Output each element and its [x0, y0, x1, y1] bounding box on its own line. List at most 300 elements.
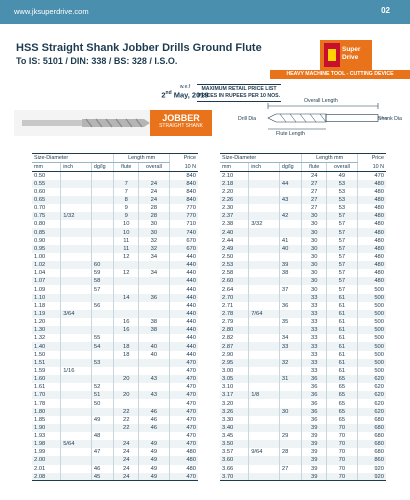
- flute-cell: 10: [114, 220, 139, 228]
- dg-cell: [91, 408, 114, 416]
- flute-cell: 24: [114, 440, 139, 448]
- overall-cell: 57: [327, 212, 358, 220]
- inch-header: inch: [249, 163, 280, 172]
- dg-cell: 41: [279, 237, 302, 245]
- dg-cell: 47: [91, 448, 114, 456]
- table-row: [32, 212, 198, 220]
- dg-cell: [91, 172, 114, 180]
- page-number: 02: [381, 6, 390, 15]
- overall-cell: 70: [327, 424, 358, 432]
- table-row: [220, 180, 386, 188]
- flute-cell: 24: [114, 448, 139, 456]
- overall-cell: 65: [327, 399, 358, 407]
- mm-cell: 2.37: [220, 212, 249, 220]
- table-row: [220, 326, 386, 334]
- overall-cell: [139, 277, 170, 285]
- price-cell: 670: [169, 245, 198, 253]
- flute-cell: 33: [302, 294, 327, 302]
- inch-cell: [61, 326, 92, 334]
- flute-cell: 9: [114, 212, 139, 220]
- table-row: [32, 351, 198, 359]
- flute-cell: [114, 261, 139, 269]
- mm-cell: 2.49: [220, 245, 249, 253]
- table-row: [32, 448, 198, 456]
- mm-cell: 2.90: [222, 351, 234, 358]
- overall-cell: 43: [139, 375, 170, 383]
- dg-cell: [279, 253, 302, 261]
- overall-cell: 57: [327, 228, 358, 236]
- dg-cell: 53: [91, 359, 114, 367]
- price-cell: 440: [169, 294, 198, 302]
- mm-cell: 2.79: [222, 319, 234, 326]
- table-row: [220, 473, 386, 481]
- dg-cell: 59: [91, 269, 114, 277]
- price-cell: 920: [357, 465, 386, 473]
- inch-cell: [61, 383, 92, 391]
- dg-cell: [91, 204, 114, 212]
- inch-cell: [61, 375, 92, 383]
- price-cell: 480: [357, 253, 386, 261]
- inch-cell: [61, 253, 92, 261]
- table-row: [220, 383, 386, 391]
- mm-cell: 2.20: [222, 188, 234, 195]
- inch-cell: [249, 408, 280, 416]
- overall-cell: [139, 334, 170, 342]
- dg-cell: [91, 310, 114, 318]
- inch-cell: [61, 294, 92, 302]
- dg-cell: [279, 416, 302, 424]
- price-cell: 480: [357, 220, 386, 228]
- price-cell: 770: [169, 212, 198, 220]
- inch-cell: [249, 253, 280, 261]
- flute-header: flute: [114, 163, 139, 172]
- flute-cell: 39: [302, 448, 327, 456]
- dg-cell: 30: [279, 408, 302, 416]
- overall-cell: 70: [327, 448, 358, 456]
- mm-cell: 3.45: [222, 433, 234, 440]
- flute-cell: 30: [302, 269, 327, 277]
- overall-cell: 46: [139, 408, 170, 416]
- flute-cell: 33: [302, 367, 327, 375]
- tagline-bar: HEAVY MACHINE TOOL - CUTTING DEVICE: [270, 70, 410, 79]
- table-row: [32, 228, 198, 236]
- price-cell: 470: [169, 391, 198, 399]
- flute-cell: 18: [114, 342, 139, 350]
- flute-cell: 36: [302, 391, 327, 399]
- inch-cell: [61, 342, 92, 350]
- mm-cell: 3.57: [222, 449, 234, 456]
- dg-cell: [91, 228, 114, 236]
- mm-cell: 0.95: [32, 245, 61, 253]
- flute-cell: [114, 367, 139, 375]
- flute-cell: 39: [302, 440, 327, 448]
- price-cell: 470: [169, 359, 198, 367]
- drill-dia-label: Drill Dia: [238, 116, 257, 122]
- inch-cell: [249, 383, 280, 391]
- overall-cell: 61: [327, 318, 358, 326]
- per-header: 10 N: [169, 163, 198, 172]
- overall-cell: 34: [139, 269, 170, 277]
- dg-cell: [279, 204, 302, 212]
- dg-cell: 57: [91, 285, 114, 293]
- price-cell: 480: [357, 196, 386, 204]
- flute-cell: 33: [302, 310, 327, 318]
- dg-cell: 55: [91, 334, 114, 342]
- inch-cell: [249, 367, 280, 375]
- mm-cell: 1.61: [34, 384, 46, 391]
- table-row: [32, 294, 198, 302]
- dg-cell: 29: [279, 432, 302, 440]
- overall-cell: 70: [327, 473, 358, 481]
- dg-cell: 60: [91, 261, 114, 269]
- dg-cell: [279, 351, 302, 359]
- flute-cell: [114, 359, 139, 367]
- dg-cell: [279, 473, 302, 481]
- inch-cell: 5/64: [61, 440, 92, 448]
- overall-cell: 40: [139, 342, 170, 350]
- price-cell: 480: [169, 465, 198, 473]
- dg-cell: 38: [279, 269, 302, 277]
- flute-cell: 27: [302, 196, 327, 204]
- overall-cell: 57: [327, 220, 358, 228]
- flute-cell: 33: [302, 334, 327, 342]
- dg-cell: [279, 188, 302, 196]
- overall-cell: 38: [139, 318, 170, 326]
- flute-cell: 7: [114, 188, 139, 196]
- dg-cell: [279, 172, 302, 180]
- flute-cell: 11: [114, 237, 139, 245]
- overall-length-label: Overall Length: [304, 98, 338, 104]
- dg-cell: 49: [91, 416, 114, 424]
- dg-cell: 52: [91, 383, 114, 391]
- flute-cell: 22: [114, 424, 139, 432]
- price-cell: 680: [357, 416, 386, 424]
- dg-cell: 27: [279, 465, 302, 473]
- table-row: [220, 302, 386, 310]
- inch-cell: [249, 318, 280, 326]
- flute-cell: [114, 285, 139, 293]
- inch-cell: [249, 245, 280, 253]
- overall-cell: 61: [327, 294, 358, 302]
- flute-header: flute: [302, 163, 327, 172]
- overall-cell: 40: [139, 351, 170, 359]
- mm-cell: 1.59: [34, 367, 46, 374]
- dg-cell: 56: [91, 302, 114, 310]
- mm-cell: 0.80: [34, 221, 46, 228]
- overall-cell: 24: [139, 196, 170, 204]
- dg-cell: [279, 440, 302, 448]
- table-row: [32, 440, 198, 448]
- flute-cell: 10: [114, 228, 139, 236]
- price-cell: 500: [357, 359, 386, 367]
- flute-cell: 30: [302, 253, 327, 261]
- price-cell: 620: [357, 375, 386, 383]
- price-cell: 470: [169, 432, 198, 440]
- table-row: [220, 432, 386, 440]
- table-row: [32, 424, 198, 432]
- inch-cell: [249, 269, 280, 277]
- mm-cell: 0.90: [34, 237, 46, 244]
- price-cell: 470: [169, 383, 198, 391]
- price-cell: 440: [169, 302, 198, 310]
- price-cell: 840: [169, 172, 198, 180]
- table-row: [32, 473, 198, 481]
- overall-cell: [139, 285, 170, 293]
- mm-cell: 2.44: [222, 237, 234, 244]
- overall-cell: 57: [327, 285, 358, 293]
- mm-cell: 2.08: [32, 473, 61, 481]
- table-row: [220, 408, 386, 416]
- overall-cell: 61: [327, 302, 358, 310]
- inch-cell: [249, 465, 280, 473]
- overall-cell: [139, 383, 170, 391]
- table-row: [32, 204, 198, 212]
- table-row: [32, 432, 198, 440]
- mm-cell: 2.80: [220, 326, 249, 334]
- flute-cell: 30: [302, 212, 327, 220]
- mm-cell: 2.58: [222, 270, 234, 277]
- mm-cell: 3.20: [222, 400, 234, 407]
- mm-cell: 1.98: [32, 440, 61, 448]
- dg-cell: 51: [91, 391, 114, 399]
- dg-cell: [91, 220, 114, 228]
- inch-cell: [249, 302, 280, 310]
- table-row: [32, 359, 198, 367]
- mm-cell: 2.50: [222, 253, 234, 260]
- mm-cell: 1.40: [32, 342, 61, 350]
- overall-cell: 57: [327, 269, 358, 277]
- overall-header: overall: [139, 163, 170, 172]
- dg-cell: [91, 196, 114, 204]
- flute-cell: 36: [302, 383, 327, 391]
- dg-cell: 45: [91, 473, 114, 481]
- table-row: [220, 342, 386, 350]
- table-row: [220, 367, 386, 375]
- inch-cell: [249, 456, 280, 464]
- price-cell: 480: [357, 237, 386, 245]
- dg-cell: [91, 180, 114, 188]
- price-cell: 480: [357, 204, 386, 212]
- overall-cell: 38: [139, 326, 170, 334]
- table-row: [32, 261, 198, 269]
- inch-header: inch: [61, 163, 92, 172]
- table-row: [220, 204, 386, 212]
- overall-cell: 24: [139, 188, 170, 196]
- table-row: [220, 237, 386, 245]
- flute-cell: 33: [302, 359, 327, 367]
- price-cell: 500: [357, 326, 386, 334]
- flute-cell: 36: [302, 375, 327, 383]
- mm-cell: 2.71: [222, 302, 234, 309]
- overall-cell: 65: [327, 383, 358, 391]
- overall-cell: 28: [139, 212, 170, 220]
- price-cell: 480: [169, 448, 198, 456]
- dg-cell: [91, 294, 114, 302]
- inch-cell: [61, 416, 92, 424]
- price-cell: 500: [357, 302, 386, 310]
- overall-cell: 57: [327, 253, 358, 261]
- overall-cell: 36: [139, 294, 170, 302]
- inch-cell: 9/64: [249, 448, 280, 456]
- inch-cell: [249, 351, 280, 359]
- price-cell: 770: [169, 204, 198, 212]
- overall-cell: 53: [327, 204, 358, 212]
- flute-cell: 30: [302, 277, 327, 285]
- table-row: [220, 456, 386, 464]
- flute-cell: [114, 334, 139, 342]
- inch-cell: [249, 416, 280, 424]
- mm-cell: 1.30: [32, 326, 61, 334]
- inch-cell: 1/32: [61, 212, 92, 220]
- flute-cell: [114, 302, 139, 310]
- dg-cell: 43: [279, 196, 302, 204]
- price-cell: 740: [169, 228, 198, 236]
- mm-cell: 1.93: [34, 433, 46, 440]
- price-cell: 860: [357, 456, 386, 464]
- overall-cell: 61: [327, 334, 358, 342]
- overall-cell: 30: [139, 220, 170, 228]
- inch-cell: [249, 375, 280, 383]
- dg-cell: 42: [279, 212, 302, 220]
- dg-cell: [279, 367, 302, 375]
- table-row: [32, 302, 198, 310]
- price-header: Price: [169, 154, 198, 163]
- inch-cell: [61, 448, 92, 456]
- flute-cell: [114, 172, 139, 180]
- price-cell: 710: [169, 220, 198, 228]
- dg-cell: 54: [91, 342, 114, 350]
- flute-cell: 27: [302, 188, 327, 196]
- inch-cell: [61, 180, 92, 188]
- flute-cell: 33: [302, 342, 327, 350]
- logo-mark-icon: [324, 43, 340, 67]
- flute-cell: 20: [114, 375, 139, 383]
- standards-subtitle: To IS: 5101 / DIN: 338 / BS: 328 / I.S.O.: [16, 56, 178, 66]
- price-cell: 440: [169, 318, 198, 326]
- table-row: [32, 245, 198, 253]
- table-row: [220, 245, 386, 253]
- overall-cell: [139, 359, 170, 367]
- price-cell: 920: [357, 473, 386, 481]
- flute-cell: 39: [302, 424, 327, 432]
- table-row: [32, 220, 198, 228]
- dg-cell: 39: [279, 261, 302, 269]
- price-cell: 440: [169, 269, 198, 277]
- inch-cell: [249, 334, 280, 342]
- flute-cell: 39: [302, 465, 327, 473]
- length-header: Length mm: [114, 154, 169, 163]
- website-url[interactable]: www.jksuperdrive.com: [14, 7, 89, 16]
- overall-cell: 34: [139, 253, 170, 261]
- inch-cell: [249, 180, 280, 188]
- table-row: [220, 391, 386, 399]
- flute-cell: 30: [302, 245, 327, 253]
- overall-cell: 28: [139, 204, 170, 212]
- price-cell: 620: [357, 383, 386, 391]
- overall-cell: 61: [327, 342, 358, 350]
- price-table-right: [220, 153, 386, 481]
- table-row: [32, 375, 198, 383]
- inch-cell: [61, 196, 92, 204]
- length-header: Length mm: [302, 154, 357, 163]
- dg-cell: [91, 367, 114, 375]
- flute-cell: 7: [114, 180, 139, 188]
- mm-cell: 1.00: [34, 253, 46, 260]
- overall-cell: 65: [327, 416, 358, 424]
- overall-cell: 24: [139, 180, 170, 188]
- price-cell: 470: [357, 172, 386, 180]
- flute-cell: [114, 310, 139, 318]
- inch-cell: [249, 473, 280, 481]
- flute-cell: 30: [302, 237, 327, 245]
- inch-cell: 1/16: [61, 367, 92, 375]
- overall-cell: 70: [327, 465, 358, 473]
- inch-cell: [61, 399, 92, 407]
- dg-cell: 48: [91, 432, 114, 440]
- price-cell: 840: [169, 188, 198, 196]
- mm-cell: 1.50: [34, 351, 46, 358]
- drill-dimension-diagram: [238, 98, 408, 140]
- inch-cell: [249, 342, 280, 350]
- inch-cell: [61, 465, 92, 473]
- flute-cell: 9: [114, 204, 139, 212]
- effective-date: w.e.f 2nd May, 2019: [161, 84, 209, 100]
- inch-cell: [249, 285, 280, 293]
- price-cell: 480: [357, 212, 386, 220]
- price-cell: 480: [357, 269, 386, 277]
- mm-cell: 1.51: [32, 359, 61, 367]
- table-row: [32, 188, 198, 196]
- overall-cell: 46: [139, 424, 170, 432]
- mm-cell: 2.30: [222, 205, 234, 212]
- dg-cell: [279, 399, 302, 407]
- dg-cell: [91, 375, 114, 383]
- flute-cell: 39: [302, 456, 327, 464]
- price-cell: 440: [169, 342, 198, 350]
- mm-cell: 3.05: [220, 375, 249, 383]
- dg-cell: [279, 294, 302, 302]
- dg-cell: [279, 310, 302, 318]
- table-row: [220, 318, 386, 326]
- table-row: [220, 375, 386, 383]
- per-header: 10 N: [357, 163, 386, 172]
- flute-cell: 27: [302, 204, 327, 212]
- table-row: [220, 440, 386, 448]
- flute-cell: 8: [114, 196, 139, 204]
- mm-cell: 2.95: [220, 359, 249, 367]
- mm-cell: 0.60: [34, 188, 46, 195]
- mm-cell: 2.10: [222, 172, 234, 179]
- mm-cell: 3.00: [222, 367, 234, 374]
- flute-cell: 33: [302, 302, 327, 310]
- overall-cell: 57: [327, 277, 358, 285]
- table-row: [32, 367, 198, 375]
- table-row: [220, 416, 386, 424]
- overall-cell: 49: [139, 440, 170, 448]
- table-row: [32, 277, 198, 285]
- mm-cell: 2.18: [220, 180, 249, 188]
- table-row: [220, 212, 386, 220]
- size-diameter-header: Size-Diameter: [32, 154, 114, 163]
- inch-cell: [61, 391, 92, 399]
- price-list-note: MAXIMUM RETAIL PRICE LIST PRICES IN RUPEES PER 10 NOS.: [197, 84, 281, 102]
- inch-cell: [61, 473, 92, 481]
- dg-cell: [279, 383, 302, 391]
- mm-cell: 1.80: [32, 408, 61, 416]
- flute-cell: 27: [302, 180, 327, 188]
- flute-cell: 22: [114, 416, 139, 424]
- mm-cell: 2.53: [220, 261, 249, 269]
